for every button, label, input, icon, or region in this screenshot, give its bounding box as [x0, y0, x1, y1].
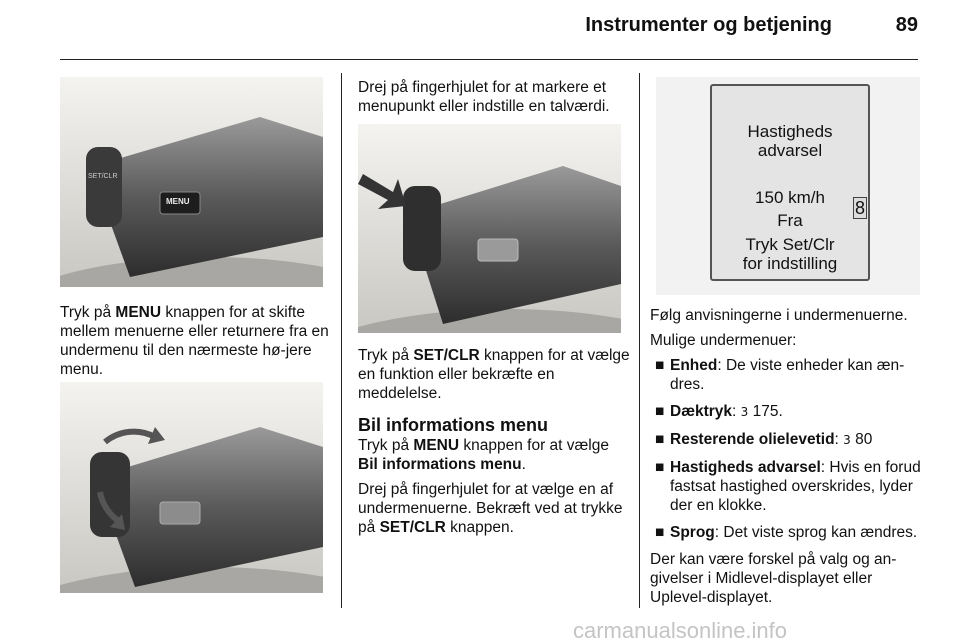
wheel-intro-text: Drej på fingerhjulet for at markere et menupunkt eller indstille en talværdi. [358, 79, 610, 115]
setclr-block [358, 346, 633, 543]
reference-arrow-icon: 3 [843, 433, 851, 447]
list-item: ■ Resterende olielevetid: 3 80 [655, 431, 873, 448]
list-item: ■ Hastigheds advarsel: Hvis en forud fastsat hastighed overskrides, lyder der en klokke. [655, 459, 921, 514]
stalk-wheel-photo [60, 382, 323, 593]
submenu-block [650, 306, 922, 613]
list-item: ■ Enhed: De viste enheder kan æn-dres. [655, 357, 905, 393]
section-heading: Bil informations menu [358, 415, 549, 435]
follow-text: Følg anvisningerne i undermenuerne. [650, 307, 908, 324]
stalk-setclr-label: SET/CLR [88, 173, 118, 180]
stalk-menu-label: MENU [166, 197, 190, 206]
figure-marker: 8 [855, 198, 866, 218]
stalk-menu-photo [60, 77, 323, 287]
display-speed: 150 km/h [755, 188, 825, 207]
column-divider [639, 73, 640, 608]
display-state: Fra [777, 211, 803, 230]
list-item: ■ Dæktryk: 3 175. [655, 403, 783, 420]
setclr-paragraph: Tryk på SET/CLR knappen for at vælge en funktion eller bekræfte en meddelelse. [358, 347, 630, 402]
column-divider [341, 73, 342, 608]
display-title-line2: advarsel [757, 141, 823, 160]
possible-text: Mulige undermenuer: [650, 332, 797, 349]
display-hint-line2: for indstilling [742, 254, 838, 273]
menu-select-paragraph: Tryk på MENU knappen for at vælge Bil informations menu. [358, 437, 609, 473]
closing-text: Der kan være forskel på valg og an-givelser i Midlevel-displayet eller Uplevel-displayet. [650, 551, 897, 606]
wheel-select-paragraph: Drej på fingerhjulet for at vælge en af undermenuerne. Bekræft ved at trykke på SET/CLR knappen. [358, 481, 623, 536]
page-title: Instrumenter og betjening [585, 14, 832, 36]
wheel-intro [358, 78, 628, 122]
page-number: 89 [895, 14, 918, 36]
reference-arrow-icon: 3 [740, 405, 749, 419]
menu-instruction [60, 303, 330, 385]
list-item: ■ Sprog: Det viste sprog kan ændres. [655, 524, 918, 541]
speed-warning-display [710, 84, 870, 281]
watermark: carmanualsonline.info [573, 618, 788, 643]
menu-paragraph: Tryk på MENU knappen for at skifte mellem menuerne eller returnere fra en undermenu til den nærmeste hø-jere menu. [60, 304, 329, 378]
display-hint-line1: Tryk Set/Clr [745, 235, 835, 254]
stalk-setclr-photo [358, 124, 621, 333]
submenu-list [650, 356, 922, 542]
header-divider [60, 59, 918, 60]
display-title-line1: Hastigheds [747, 122, 833, 141]
